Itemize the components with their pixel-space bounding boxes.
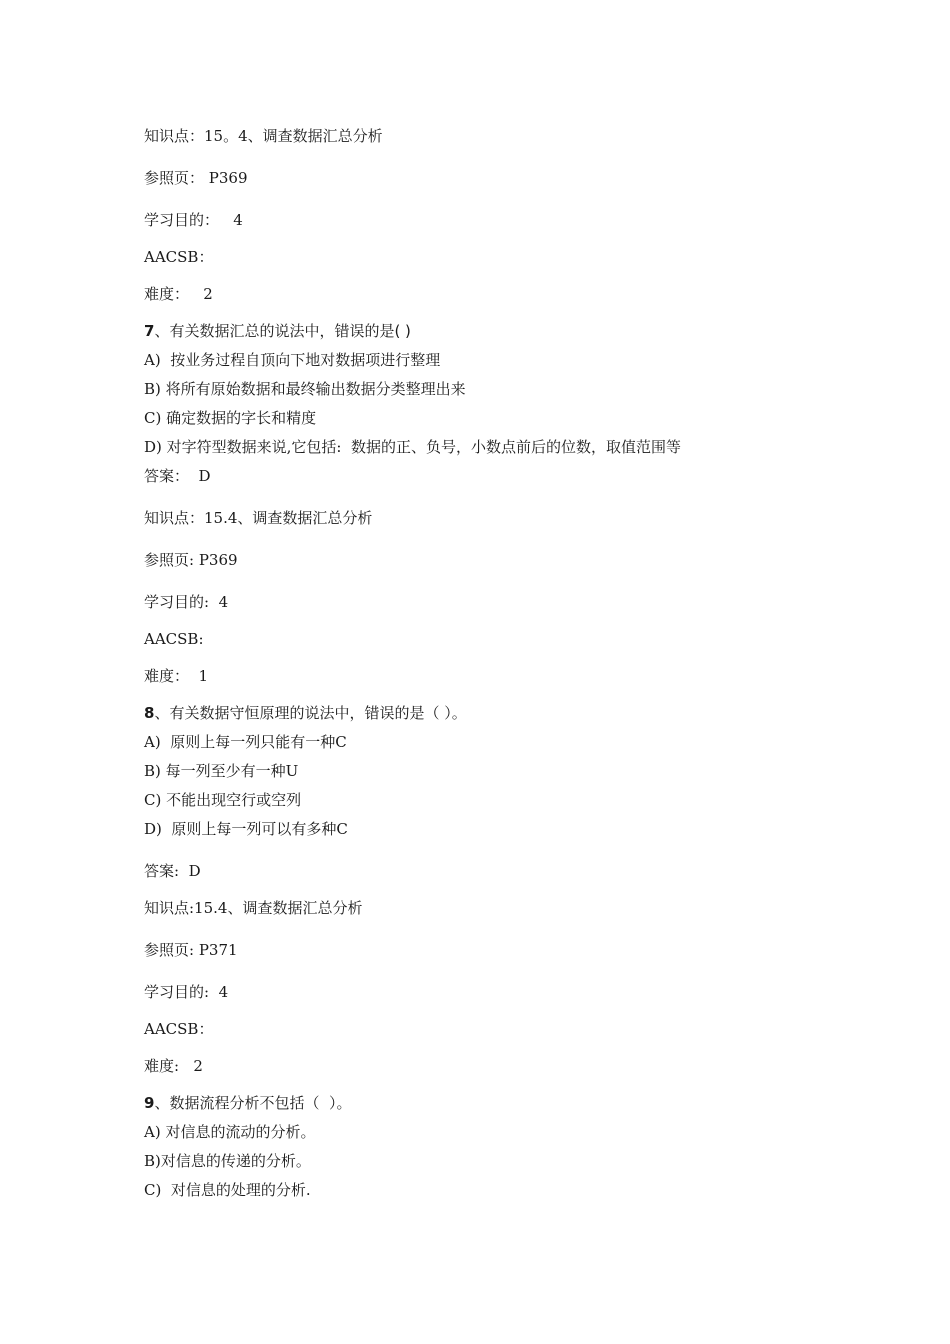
- question-7-text: 、有关数据汇总的说法中，错误的是( ): [154, 322, 411, 340]
- question-8-knowledge-point: 知识点:15.4、调查数据汇总分析: [144, 899, 363, 917]
- question-7-option-c: C) 确定数据的字长和精度: [144, 409, 317, 427]
- question-7-option-b: B) 将所有原始数据和最终输出数据分类整理出来: [144, 380, 466, 398]
- question-7-knowledge-point: 知识点：15.4、调查数据汇总分析: [144, 509, 373, 527]
- question-8-text: 、有关数据守恒原理的说法中，错误的是（ ）。: [154, 704, 467, 722]
- question-7-answer: 答案： D: [144, 467, 211, 485]
- question-7-stem: [144, 321, 411, 341]
- question-8-answer: 答案: D: [144, 862, 201, 880]
- question-7-option-a: A) 按业务过程自顶向下地对数据项进行整理: [144, 351, 441, 369]
- learning-goal-line: 学习目的： 4: [144, 211, 243, 229]
- question-8-difficulty: 难度: 2: [144, 1057, 203, 1075]
- reference-page-line: 参照页： P369: [144, 169, 248, 187]
- question-7-number: 7: [144, 322, 155, 340]
- question-8-learning-goal: 学习目的: 4: [144, 983, 229, 1001]
- question-8-option-a: A) 原则上每一列只能有一种C: [144, 733, 347, 751]
- question-7-option-d: D) 对字符型数据来说,它包括: 数据的正、负号，小数点前后的位数，取值范围等: [144, 438, 682, 456]
- question-8-aacsb: AACSB：: [144, 1020, 214, 1038]
- question-8-option-d: D) 原则上每一列可以有多种C: [144, 820, 348, 838]
- question-7-reference-page: 参照页: P369: [144, 551, 238, 569]
- question-9-option-b: B)对信息的传递的分析。: [144, 1152, 311, 1170]
- question-9-option-c: C) 对信息的处理的分析.: [144, 1181, 311, 1199]
- aacsb-line: AACSB：: [144, 248, 214, 266]
- question-7-aacsb: AACSB:: [144, 630, 204, 648]
- question-7-difficulty: 难度： 1: [144, 667, 209, 685]
- question-8-option-c: C) 不能出现空行或空列: [144, 791, 302, 809]
- question-9-number: 9: [144, 1094, 155, 1112]
- knowledge-point-line: 知识点：15。4、调查数据汇总分析: [144, 127, 383, 145]
- difficulty-line: 难度： 2: [144, 285, 213, 303]
- question-9-option-a: A) 对信息的流动的分析。: [144, 1123, 316, 1141]
- question-8-number: 8: [144, 704, 155, 722]
- question-8-reference-page: 参照页: P371: [144, 941, 238, 959]
- question-8-option-b: B) 每一列至少有一种U: [144, 762, 299, 780]
- question-9-stem: [144, 1093, 351, 1113]
- question-8-stem: [144, 703, 467, 723]
- question-9-text: 、数据流程分析不包括（ ）。: [154, 1094, 352, 1112]
- question-7-learning-goal: 学习目的: 4: [144, 593, 229, 611]
